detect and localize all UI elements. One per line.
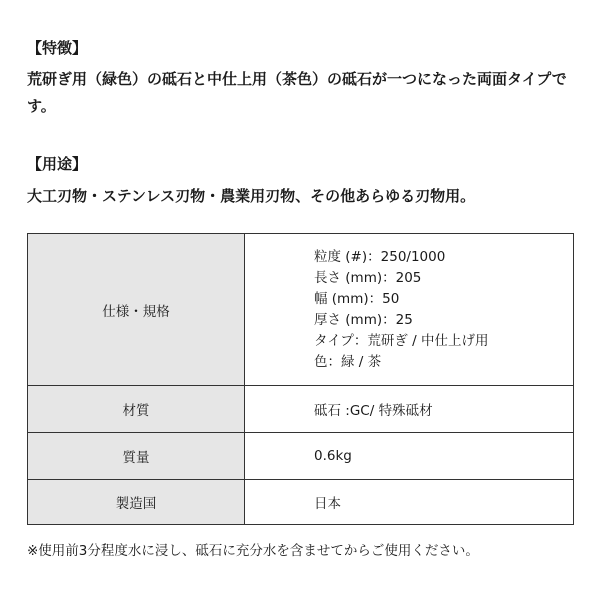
spec-grit: 粒度 (#)：250/1000 <box>314 248 446 265</box>
table-row-material <box>28 386 574 433</box>
material-label: 材質 <box>28 386 245 433</box>
spec-label: 仕様・規格 <box>28 234 245 386</box>
origin-value: 日本 <box>245 480 574 525</box>
spec-width: 幅 (mm)：50 <box>314 290 400 307</box>
spec-thickness: 厚さ (mm)：25 <box>314 311 413 328</box>
feature-description: 荒研ぎ用（緑色）の砥石と中仕上用（茶色）の砥石が一つになった両面タイプです。 <box>27 70 567 115</box>
spec-table <box>27 233 574 525</box>
spec-type: タイプ：荒研ぎ / 中仕上げ用 <box>314 332 489 349</box>
table-row-origin <box>28 480 574 525</box>
origin-label: 製造国 <box>28 480 245 525</box>
spec-length: 長さ (mm)：205 <box>314 269 422 286</box>
spec-color: 色：緑 / 茶 <box>314 353 382 370</box>
weight-value: 0.6kg <box>245 433 574 480</box>
usage-note: ※使用前3分程度水に浸し、砥石に充分水を含ませてからご使用ください。 <box>27 543 479 559</box>
feature-heading: 【特徴】 <box>27 39 88 57</box>
use-description: 大工刃物・ステンレス刃物・農業用刃物、その他あらゆる刃物用。 <box>27 187 476 205</box>
material-value: 砥石 :GC/ 特殊砥材 <box>245 386 574 433</box>
use-heading: 【用途】 <box>27 155 88 173</box>
table-row-spec <box>28 234 574 386</box>
table-row-weight <box>28 433 574 480</box>
weight-label: 質量 <box>28 433 245 480</box>
spec-values <box>245 234 574 386</box>
